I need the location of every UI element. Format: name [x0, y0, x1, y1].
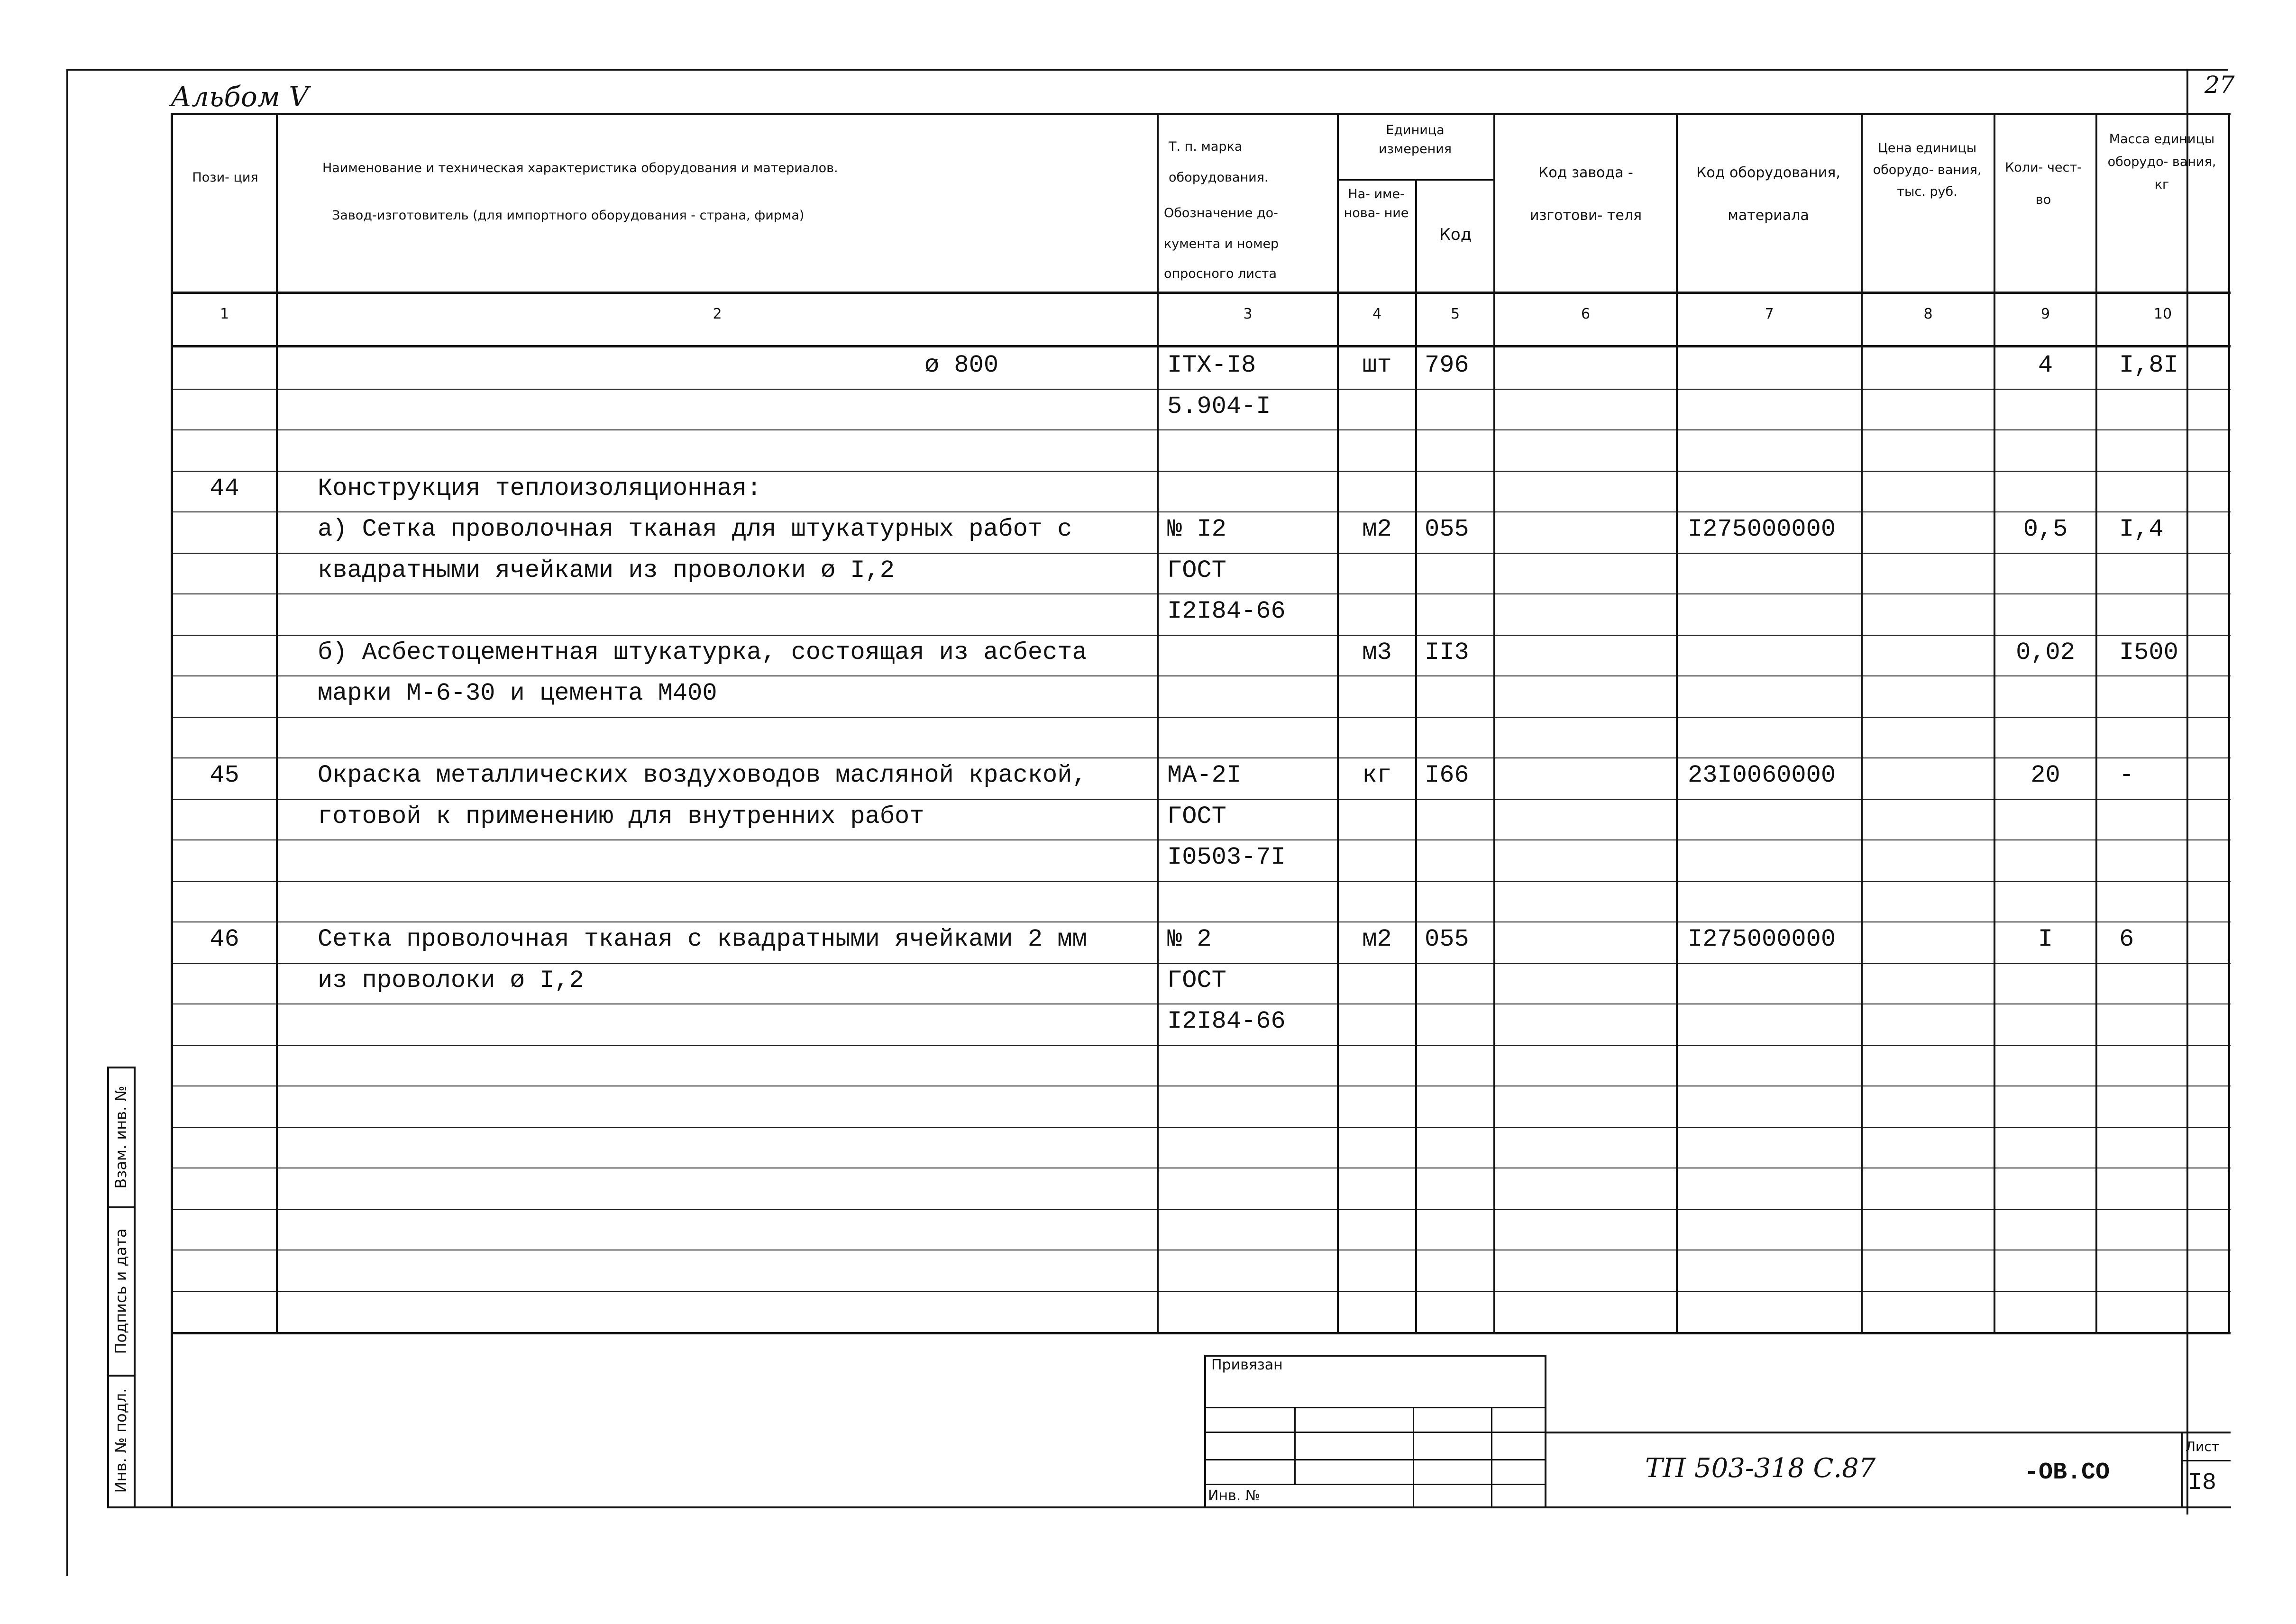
cell-code: I66: [1425, 761, 1469, 789]
cell-mass: I,4: [2119, 515, 2164, 543]
row-separator: [171, 839, 2231, 840]
cell-mass: -: [2119, 761, 2134, 789]
cell-mark: ITX-I8: [1167, 351, 1256, 379]
cell-code: 796: [1425, 351, 1469, 379]
col-line-1: [276, 113, 278, 1333]
doc-block-top: [1546, 1432, 2231, 1433]
row-separator: [171, 1209, 2231, 1210]
cell-mass: I,8I: [2119, 351, 2178, 379]
header-unit-code: Код: [1439, 225, 1472, 244]
cell-mass: 6: [2119, 925, 2134, 953]
col-number-4: 4: [1372, 306, 1382, 322]
col-line-3: [1337, 113, 1339, 1333]
col-number-8: 8: [1923, 306, 1933, 322]
header-name-line1: Наименование и техническая характеристика оборудования и материалов.: [322, 161, 838, 175]
stamp-col-2: [1413, 1407, 1414, 1506]
cell-code: 055: [1425, 515, 1469, 543]
frame-top: [66, 69, 2228, 71]
row-separator: [171, 1045, 2231, 1046]
col-number-1: 1: [220, 306, 229, 322]
cell-code: 055: [1425, 925, 1469, 953]
col-number-7: 7: [1765, 306, 1774, 322]
cell-qty: 0,5: [2023, 515, 2068, 543]
header-mark-3: Обозначение до-: [1164, 206, 1278, 220]
col-line-6: [1676, 113, 1678, 1333]
row-separator: [171, 389, 2231, 390]
cell-unit: м2: [1362, 515, 1392, 543]
sheet-number: I8: [2188, 1469, 2217, 1496]
stamp-row-2: [1204, 1432, 1546, 1433]
col-line-7: [1861, 113, 1863, 1333]
stamp-col-3: [1491, 1407, 1492, 1506]
header-mark-1: Т. п. марка: [1169, 139, 1243, 154]
table-bottom-line: [171, 1332, 2231, 1334]
row-separator: [171, 799, 2231, 800]
cell-equip: 23I0060000: [1688, 761, 1836, 789]
cell-desc: б) Асбестоцементная штукатурка, состоящая из асбеста: [318, 639, 1087, 666]
cell-mark: I2I84-66: [1167, 597, 1286, 625]
cell-mark: МА-2I: [1167, 761, 1242, 789]
table-top-line: [171, 113, 2231, 115]
header-unit-group: Единица измерения: [1378, 123, 1452, 156]
cell-qty: 0,02: [2016, 639, 2075, 666]
stamp-row-3: [1204, 1459, 1546, 1460]
row-separator: [171, 553, 2231, 554]
col-number-3: 3: [1243, 306, 1253, 322]
cell-desc: марки М-6-30 и цемента М400: [318, 679, 717, 707]
cell-desc: квадратными ячейками из проволоки ø I,2: [318, 557, 895, 584]
album-label: Альбом V: [171, 81, 309, 113]
cell-mark: I2I84-66: [1167, 1007, 1286, 1035]
header-bottom-line: [171, 292, 2231, 294]
cell-mark: I0503-7I: [1167, 843, 1286, 871]
sheet-label: Лист: [2186, 1439, 2219, 1454]
cell-mark: ГОСТ: [1167, 803, 1226, 830]
header-position: Пози- ция: [192, 170, 258, 185]
col-number-6: 6: [1581, 306, 1591, 322]
cell-unit: м2: [1362, 925, 1392, 953]
col-line-9: [2095, 113, 2097, 1333]
cell-pos: 44: [210, 474, 239, 502]
header-mark-5: опросного листа: [1164, 266, 1277, 281]
cell-qty: 4: [2038, 351, 2053, 379]
page-corner-number: 27: [2205, 71, 2235, 99]
frame-bottom: [107, 1506, 2231, 1508]
cell-code: II3: [1425, 639, 1469, 666]
header-price: Цена единицы оборудо- вания, тыс. руб.: [1873, 141, 1982, 199]
row-separator: [171, 593, 2231, 594]
cell-qty: 20: [2031, 761, 2060, 789]
header-mark-2: оборудования.: [1169, 170, 1269, 185]
stamp-row-4: [1204, 1484, 1546, 1485]
stamp-privyazan: Привязан: [1211, 1357, 1283, 1373]
side-label-replace-inv: Взам. инв. №: [112, 1086, 130, 1189]
row-separator: [171, 921, 2231, 922]
sheet-box-left: [2181, 1432, 2183, 1507]
row-separator: [171, 471, 2231, 472]
frame-left: [66, 69, 68, 1576]
col-number-9: 9: [2040, 306, 2050, 322]
strip-left: [107, 1067, 109, 1507]
cell-mark: № 2: [1167, 925, 1212, 953]
sheet-box-mid: [2181, 1460, 2231, 1461]
cell-desc: ø 800: [924, 351, 999, 379]
cell-qty: I: [2038, 925, 2053, 953]
header-quantity: Коли- чест- во: [2005, 160, 2082, 207]
cell-unit: шт: [1362, 351, 1392, 379]
col-line-4: [1415, 179, 1417, 1333]
cell-mark: ГОСТ: [1167, 967, 1226, 994]
row-separator: [171, 1127, 2231, 1128]
row-separator: [171, 963, 2231, 964]
col-line-8: [1994, 113, 1995, 1333]
stamp-col-1: [1294, 1407, 1296, 1484]
side-label-orig-inv: Инв. № подл.: [112, 1388, 130, 1493]
strip-right: [134, 1067, 136, 1507]
row-separator: [171, 881, 2231, 882]
header-name-line2: Завод-изготовитель (для импортного оборудования - страна, фирма): [332, 208, 805, 223]
cell-mark: ГОСТ: [1167, 557, 1226, 584]
cell-equip: I275000000: [1688, 515, 1836, 543]
cell-unit: кг: [1362, 761, 1392, 789]
strip-div-1: [107, 1206, 136, 1208]
cell-desc: Окраска металлических воздуховодов масляной краской,: [318, 761, 1087, 789]
header-mass: Масса единицы оборудо- вания, кг: [2107, 132, 2216, 192]
table-right-line: [2228, 113, 2230, 1333]
cell-desc: Конструкция теплоизоляционная:: [318, 474, 762, 502]
col-number-5: 5: [1450, 306, 1460, 322]
cell-unit: м3: [1362, 639, 1392, 666]
header-equipment-code: Код оборудования, материала: [1696, 164, 1840, 224]
stamp-row-1: [1204, 1407, 1546, 1408]
row-separator: [171, 1291, 2231, 1292]
row-separator: [171, 429, 2231, 430]
row-separator: [171, 511, 2231, 512]
cell-desc: готовой к применению для внутренних работ: [318, 803, 924, 830]
col-line-2: [1157, 113, 1159, 1333]
cell-pos: 45: [210, 761, 239, 789]
cell-desc: из проволоки ø I,2: [318, 967, 584, 994]
document-code: ТП 503-318 С.87: [1645, 1453, 1876, 1484]
cell-equip: I275000000: [1688, 925, 1836, 953]
row-separator: [171, 635, 2231, 636]
side-label-signature-date: Подпись и дата: [112, 1228, 130, 1354]
colnum-bottom-line: [171, 345, 2231, 347]
frame-right: [2186, 69, 2188, 1515]
cell-mark: № I2: [1167, 515, 1226, 543]
header-mark-4: кумента и номер: [1164, 237, 1279, 251]
row-separator: [171, 757, 2231, 758]
row-separator: [171, 717, 2231, 718]
row-separator: [171, 675, 2231, 676]
col-line-5: [1493, 113, 1495, 1333]
stamp-inv-no: Инв. №: [1208, 1487, 1261, 1504]
header-unit-name: На- име- нова- ние: [1344, 187, 1409, 220]
cell-desc: а) Сетка проволочная тканая для штукатурных работ с: [318, 515, 1072, 543]
cell-mass: I500: [2119, 639, 2178, 666]
cell-desc: Сетка проволочная тканая с квадратными ячейками 2 мм: [318, 925, 1087, 953]
col-number-2: 2: [713, 306, 722, 322]
header-factory-code: Код завода - изготови- теля: [1529, 164, 1642, 224]
cell-pos: 46: [210, 925, 239, 953]
document-suffix: -ОВ.СО: [2024, 1459, 2110, 1486]
cell-mark: 5.904-I: [1167, 392, 1271, 420]
col-number-10: 10: [2153, 306, 2172, 322]
